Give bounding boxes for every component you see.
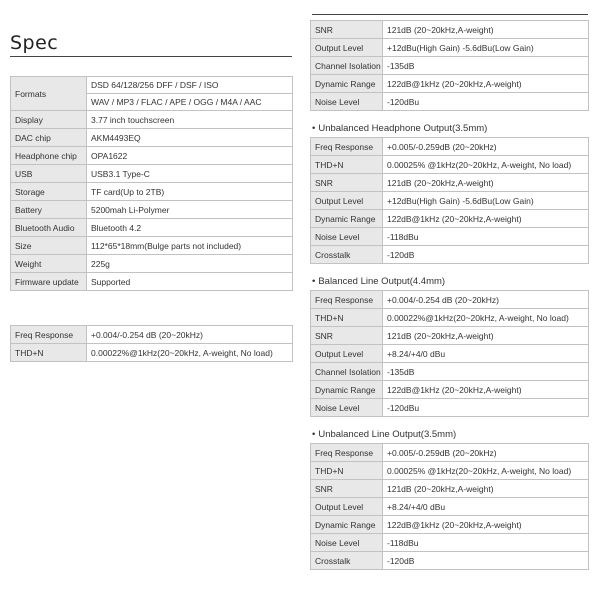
left-response-table <box>10 325 293 362</box>
table-row <box>11 129 293 147</box>
row-value: +12dBu(High Gain) -5.6dBu(Low Gain) <box>383 192 589 210</box>
row-label: Headphone chip <box>11 147 87 165</box>
row-label: Noise Level <box>311 399 383 417</box>
row-label: Noise Level <box>311 228 383 246</box>
row-label: SNR <box>311 327 383 345</box>
row-label: Freq Response <box>11 326 87 344</box>
row-value: 112*65*18mm(Bulge parts not included) <box>87 237 293 255</box>
row-value: +0.005/-0.259dB (20~20kHz) <box>383 444 589 462</box>
row-label: Dynamic Range <box>311 516 383 534</box>
row-label: THD+N <box>311 462 383 480</box>
table-row <box>11 219 293 237</box>
row-label: Weight <box>11 255 87 273</box>
row-value: 121dB (20~20kHz,A-weight) <box>383 327 589 345</box>
table-row <box>311 327 589 345</box>
row-value: 121dB (20~20kHz,A-weight) <box>383 21 589 39</box>
row-label: Display <box>11 111 87 129</box>
table-row <box>311 345 589 363</box>
table-row <box>311 246 589 264</box>
table-row <box>11 111 293 129</box>
section-heading: • Balanced Line Output(4.4mm) <box>312 276 446 287</box>
table-row <box>11 344 293 362</box>
row-value: 122dB@1kHz (20~20kHz,A-weight) <box>383 75 589 93</box>
section-table <box>310 137 589 264</box>
table-row <box>311 291 589 309</box>
row-value: Supported <box>87 273 293 291</box>
row-value: Bluetooth 4.2 <box>87 219 293 237</box>
table-row <box>311 57 589 75</box>
row-value: 225g <box>87 255 293 273</box>
row-label: Freq Response <box>311 138 383 156</box>
bullet-icon: • <box>312 123 316 134</box>
row-label: Channel Isolation <box>311 363 383 381</box>
row-label: DAC chip <box>11 129 87 147</box>
top-right-divider <box>312 14 588 15</box>
table-row <box>311 480 589 498</box>
row-label: Storage <box>11 183 87 201</box>
table-row <box>311 309 589 327</box>
row-value: 122dB@1kHz (20~20kHz,A-weight) <box>383 516 589 534</box>
row-label: Output Level <box>311 39 383 57</box>
table-row <box>11 255 293 273</box>
row-value: 5200mah Li-Polymer <box>87 201 293 219</box>
row-value: USB3.1 Type-C <box>87 165 293 183</box>
row-value: -135dB <box>383 57 589 75</box>
bullet-icon: • <box>312 429 316 440</box>
row-value: 121dB (20~20kHz,A-weight) <box>383 480 589 498</box>
row-value: -120dB <box>383 246 589 264</box>
section-table <box>310 443 589 570</box>
row-value: +8.24/+4/0 dBu <box>383 345 589 363</box>
table-row <box>311 552 589 570</box>
row-value: -118dBu <box>383 534 589 552</box>
table-row <box>311 192 589 210</box>
table-row <box>311 156 589 174</box>
table-row <box>311 462 589 480</box>
table-row <box>11 201 293 219</box>
table-row <box>311 138 589 156</box>
row-label: SNR <box>311 21 383 39</box>
row-label: Dynamic Range <box>311 75 383 93</box>
row-label: Freq Response <box>311 291 383 309</box>
row-label: Battery <box>11 201 87 219</box>
row-label: Dynamic Range <box>311 381 383 399</box>
row-value: 122dB@1kHz (20~20kHz,A-weight) <box>383 381 589 399</box>
top-right-table <box>310 20 589 111</box>
section-heading: • Unbalanced Line Output(3.5mm) <box>312 429 457 440</box>
row-label: Channel Isolation <box>311 57 383 75</box>
table-row <box>11 326 293 344</box>
table-row <box>311 498 589 516</box>
row-value: DSD 64/128/256 DFF / DSF / ISO <box>87 77 293 94</box>
row-value: +12dBu(High Gain) -5.6dBu(Low Gain) <box>383 39 589 57</box>
row-label: Output Level <box>311 192 383 210</box>
table-row <box>311 210 589 228</box>
row-value: -120dB <box>383 552 589 570</box>
row-label: Dynamic Range <box>311 210 383 228</box>
table-row <box>311 534 589 552</box>
row-label: Firmware update <box>11 273 87 291</box>
row-label: THD+N <box>311 156 383 174</box>
row-value: -120dBu <box>383 399 589 417</box>
row-label: Formats <box>11 77 87 111</box>
table-row <box>11 183 293 201</box>
row-label: SNR <box>311 480 383 498</box>
row-value: 0.00022%@1kHz(20~20kHz, A-weight, No load) <box>383 309 589 327</box>
row-value: +0.005/-0.259dB (20~20kHz) <box>383 138 589 156</box>
title-divider <box>10 56 292 57</box>
row-label: Size <box>11 237 87 255</box>
row-label: SNR <box>311 174 383 192</box>
row-label: Crosstalk <box>311 246 383 264</box>
row-label: Output Level <box>311 498 383 516</box>
table-row <box>11 237 293 255</box>
row-value: -135dB <box>383 363 589 381</box>
table-row <box>11 165 293 183</box>
table-row <box>311 381 589 399</box>
row-value: +0.004/-0.254 dB (20~20kHz) <box>383 291 589 309</box>
row-value: 0.00022%@1kHz(20~20kHz, A-weight, No load) <box>87 344 293 362</box>
row-value: AKM4493EQ <box>87 129 293 147</box>
row-value: +0.004/-0.254 dB (20~20kHz) <box>87 326 293 344</box>
row-label: Crosstalk <box>311 552 383 570</box>
table-row <box>311 228 589 246</box>
table-row <box>11 77 293 94</box>
row-label: Freq Response <box>311 444 383 462</box>
table-row <box>311 93 589 111</box>
row-value: 0.00025% @1kHz(20~20kHz, A-weight, No load) <box>383 156 589 174</box>
row-label: USB <box>11 165 87 183</box>
table-row <box>311 39 589 57</box>
row-label: Output Level <box>311 345 383 363</box>
page-title: Spec <box>10 32 59 54</box>
table-row <box>311 363 589 381</box>
row-label: THD+N <box>311 309 383 327</box>
row-value: 3.77 inch touchscreen <box>87 111 293 129</box>
table-row <box>311 516 589 534</box>
table-row <box>11 273 293 291</box>
table-row <box>311 75 589 93</box>
row-value: OPA1622 <box>87 147 293 165</box>
section-table <box>310 290 589 417</box>
row-value: 121dB (20~20kHz,A-weight) <box>383 174 589 192</box>
row-value: 122dB@1kHz (20~20kHz,A-weight) <box>383 210 589 228</box>
row-value: -118dBu <box>383 228 589 246</box>
table-row <box>311 174 589 192</box>
row-value: 0.00025% @1kHz(20~20kHz, A-weight, No load) <box>383 462 589 480</box>
table-row <box>11 147 293 165</box>
row-label: Bluetooth Audio <box>11 219 87 237</box>
table-row <box>311 21 589 39</box>
general-spec-table <box>10 76 293 291</box>
table-row <box>311 444 589 462</box>
row-value: -120dBu <box>383 93 589 111</box>
row-value: +8.24/+4/0 dBu <box>383 498 589 516</box>
section-heading: • Unbalanced Headphone Output(3.5mm) <box>312 123 488 134</box>
table-row <box>311 399 589 417</box>
bullet-icon: • <box>312 276 316 287</box>
row-label: Noise Level <box>311 93 383 111</box>
row-value: WAV / MP3 / FLAC / APE / OGG / M4A / AAC <box>87 94 293 111</box>
row-value: TF card(Up to 2TB) <box>87 183 293 201</box>
row-label: THD+N <box>11 344 87 362</box>
row-label: Noise Level <box>311 534 383 552</box>
